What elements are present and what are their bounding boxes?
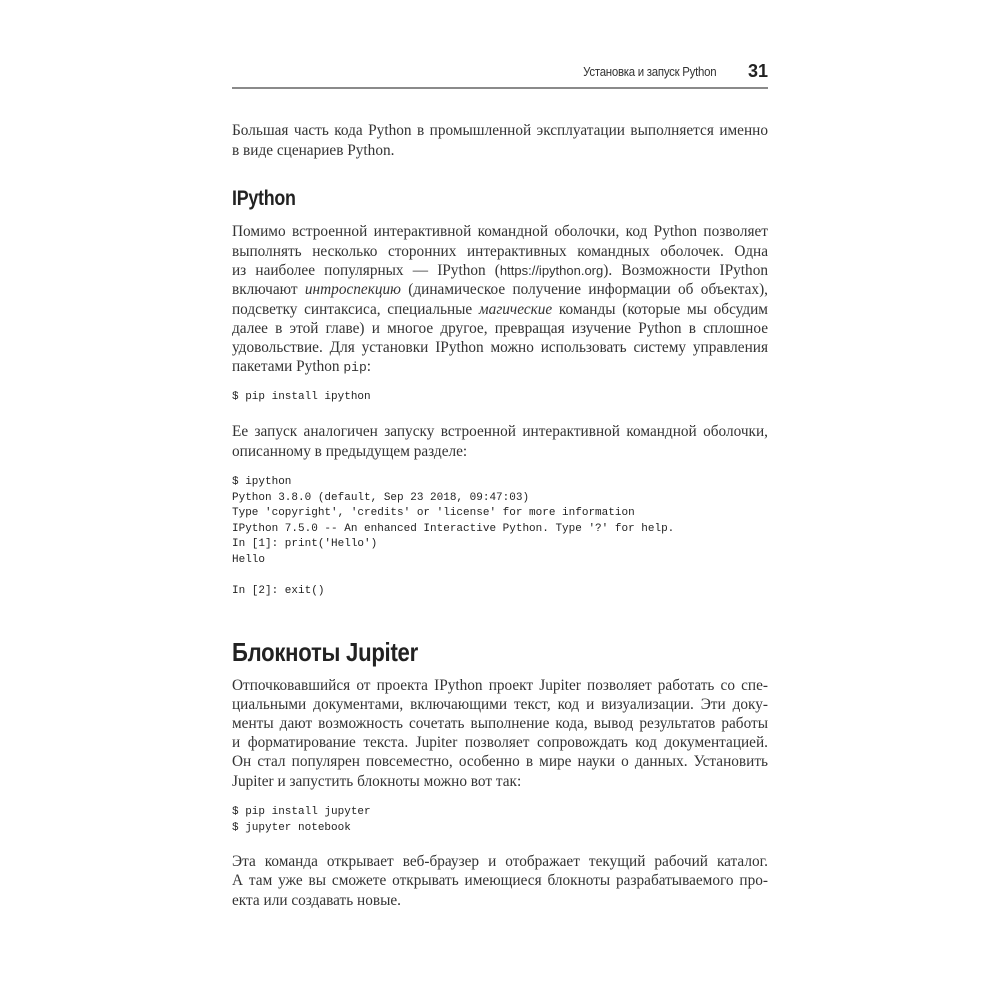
text-run: менты дают возможность сочетать выполнение кода, вывод результатов работы [232, 715, 768, 732]
text-run: Эта команда открывает веб-браузер и отображает текущий рабочий каталог. [232, 853, 768, 870]
text-run: Jupiter и запустить блокноты можно вот так: [232, 773, 522, 790]
link-ipython-org[interactable]: https://ipython.org [499, 263, 604, 278]
italic-term: интроспекцию [304, 281, 401, 298]
code-block-pip-install-ipython: $ pip install ipython [232, 391, 371, 403]
text-run: Помимо встроенной интерактивной командной оболочки, код Python позволяет [232, 223, 768, 240]
code-block-ipython-session: $ ipython Python 3.8.0 (default, Sep 23 2018, 09:47:03) Type 'copyright', 'credits' or 'license' for more information IPython 7.5.0 -- An enhanced Interactive Python. Type '?' for help. In [1]: print('Hello') Hello In [2]: exit() [232, 476, 675, 598]
paragraph-2-line [232, 357, 768, 378]
text-run: Ее запуск аналогичен запуску встроенной интерактивной командной оболочки, [232, 423, 768, 440]
text-run: Он стал популярен повсеместно, особенно в мире науки о данных. Установить [232, 753, 768, 770]
text-run: описанному в предыдущем разделе: [232, 443, 468, 460]
text-run: выполнять несколько сторонних интерактивных командных оболочек. Одна [232, 243, 768, 260]
paragraph-2-line [232, 222, 768, 242]
paragraph-2-line [232, 261, 768, 281]
text-run: (динамическое получение информации об объектах), [400, 281, 768, 298]
text-run: далее в этой главе) и многое другое, превращая изучение Python в сплошное [232, 320, 768, 337]
paragraph-2-line [232, 280, 768, 300]
text-run: в виде сценариев Python. [232, 142, 395, 159]
text-run: удовольствие. Для установки IPython можно использовать систему управления [232, 339, 768, 356]
paragraph-5-line [232, 871, 768, 891]
code-block-jupyter: $ pip install jupyter $ jupyter notebook [232, 806, 371, 834]
text-run: ). Возможности IPython [603, 262, 769, 279]
paragraph-5-line [232, 852, 768, 872]
paragraph-1-line [232, 141, 768, 161]
paragraph-4-line [232, 695, 768, 715]
paragraph-2-line [232, 319, 768, 339]
text-run: включают [232, 281, 305, 298]
text-run: циальными документами, включающими текст, код и визуализации. Эти доку- [232, 696, 768, 713]
text-run: и форматирование текста. Jupiter позволяет сопровождать код документацией. [232, 734, 768, 751]
paragraph-3-line [232, 442, 768, 462]
paragraph-4-line [232, 772, 768, 792]
running-header-title: Установка и запуск Python [582, 64, 716, 79]
paragraph-2-line [232, 242, 768, 262]
page-number: 31 [747, 61, 768, 81]
text-run: екта или создавать новые. [232, 892, 401, 909]
section-heading-ipython: IPython [232, 187, 296, 210]
header-rule [232, 87, 768, 89]
paragraph-1-line [232, 121, 768, 141]
text-run: из наиболее популярных — IPython ( [232, 262, 500, 279]
paragraph-4-line [232, 733, 768, 753]
text-run: Большая часть кода Python в промышленной эксплуатации выполняется именно [232, 122, 768, 139]
paragraph-4-line [232, 714, 768, 734]
text-run: : [366, 358, 371, 375]
paragraph-3-line [232, 422, 768, 442]
paragraph-4-line [232, 752, 768, 772]
paragraph-2-line [232, 300, 768, 320]
text-run: команды (которые мы обсудим [552, 301, 768, 318]
inline-code: pip [343, 360, 367, 375]
italic-term: магические [478, 301, 553, 318]
text-run: пакетами Python [232, 358, 344, 375]
text-run: Отпочковавшийся от проекта IPython проект Jupiter позволяет работать со спе- [232, 677, 768, 694]
section-heading-jupiter: Блокноты Jupiter [232, 637, 418, 667]
text-run: подсветку синтаксиса, специальные [232, 301, 479, 318]
text-run: А там уже вы сможете открывать имеющиеся блокноты разрабатываемого про- [232, 872, 768, 889]
paragraph-2-line [232, 338, 768, 358]
paragraph-5-line [232, 891, 768, 911]
paragraph-4-line [232, 676, 768, 696]
